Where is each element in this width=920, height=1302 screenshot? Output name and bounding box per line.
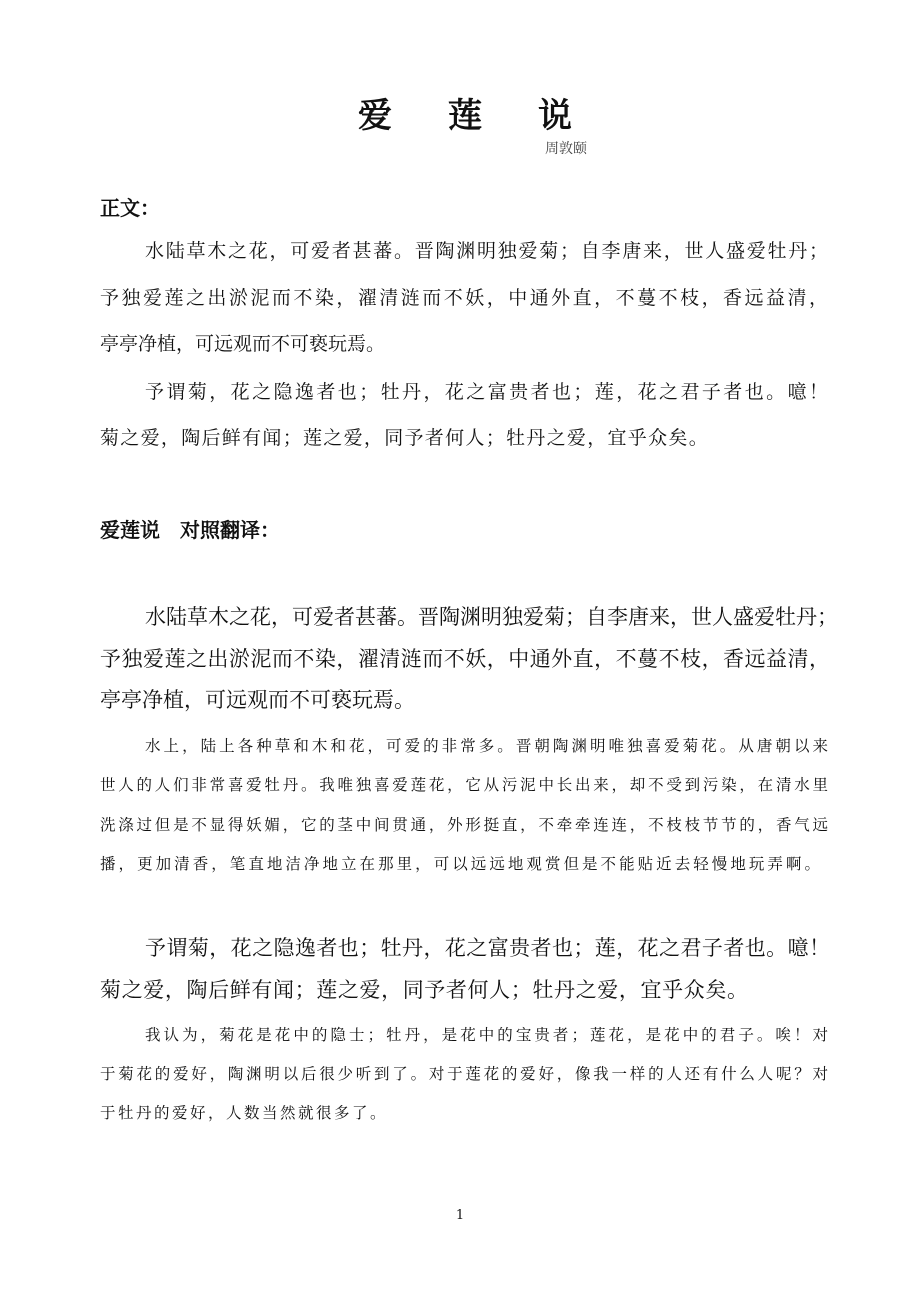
title-char: 爱: [358, 96, 392, 136]
text-line: 菊之爱，陶后鲜有闻；莲之爱，同予者何人；牡丹之爱，宜乎众矣。: [100, 427, 710, 449]
text-line: 水陆草木之花，可爱者甚蕃。晋陶渊明独爱菊；自李唐来，世人盛爱牡丹；: [145, 240, 828, 262]
title-char: 莲: [448, 96, 482, 136]
text-line: 予谓菊，花之隐逸者也；牡丹，花之富贵者也；莲，花之君子者也。噫！: [145, 381, 828, 403]
original-line: 予谓菊，花之隐逸者也；牡丹，花之富贵者也；莲，花之君子者也。噫！: [145, 936, 830, 960]
text-line: 予独爱莲之出淤泥而不染，濯清涟而不妖，中通外直，不蔓不枝，香远益清，: [100, 287, 828, 309]
title-char: 说: [538, 96, 572, 136]
original-line: 予独爱莲之出淤泥而不染，濯清涟而不妖，中通外直，不蔓不枝，香远益清，: [100, 647, 830, 671]
original-line: 菊之爱，陶后鲜有闻；莲之爱，同予者何人；牡丹之爱，宜乎众矣。: [100, 978, 748, 1002]
page-number: 1: [455, 1208, 465, 1223]
translation-line: 水上，陆上各种草和木和花，可爱的非常多。晋朝陶渊明唯独喜爱菊花。从唐朝以来: [145, 737, 828, 755]
original-line: 亭亭净植，可远观而不可亵玩焉。: [100, 688, 415, 712]
translation-line: 世人的人们非常喜爱牡丹。我唯独喜爱莲花，它从污泥中长出来，却不受到污染，在清水里: [100, 776, 828, 794]
original-line: 水陆草木之花，可爱者甚蕃。晋陶渊明独爱菊；自李唐来，世人盛爱牡丹；: [145, 605, 838, 629]
translation-line: 播，更加清香，笔直地洁净地立在那里，可以远远地观赏但是不能贴近去轻慢地玩弄啊。: [100, 855, 820, 873]
translation-line: 洗涤过但是不显得妖媚，它的茎中间贯通，外形挺直，不牵牵连连，不枝枝节节的，香气远: [100, 816, 828, 834]
section-heading-text: 正文：: [100, 196, 160, 220]
text-line: 亭亭净植，可远观而不可亵玩焉。: [100, 333, 386, 355]
translation-line: 我认为，菊花是花中的隐士；牡丹，是花中的宝贵者；莲花，是花中的君子。唉！对: [145, 1026, 828, 1044]
document-title: [0, 88, 920, 137]
author: 周敦颐: [545, 141, 587, 157]
section-heading-translation: 爱莲说 对照翻译：: [100, 518, 280, 542]
translation-line: 于牡丹的爱好，人数当然就很多了。: [100, 1104, 389, 1122]
translation-line: 于菊花的爱好，陶渊明以后很少听到了。对于莲花的爱好，像我一样的人还有什么人呢？对: [100, 1065, 828, 1083]
